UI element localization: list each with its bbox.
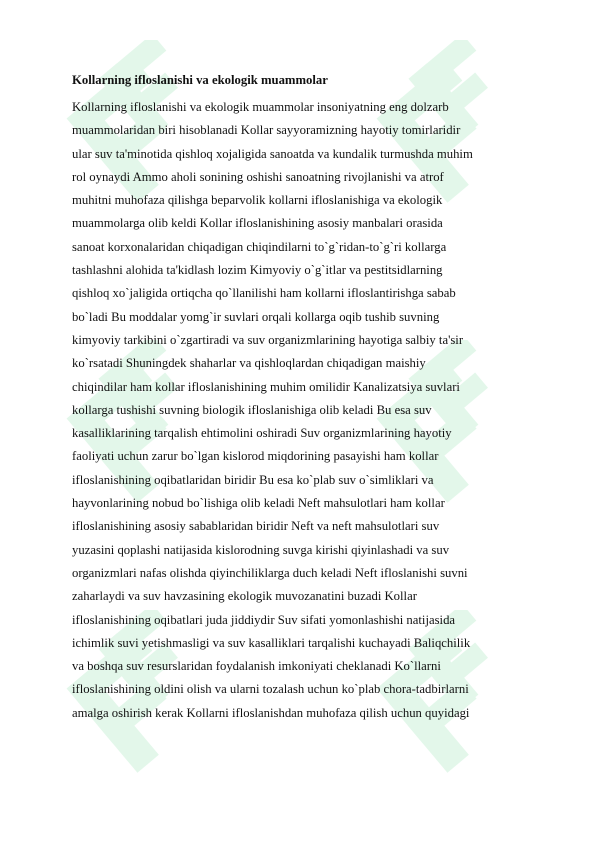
text-line: rol oynaydi Ammo aholi sonining oshishi sanoatning rivojlanishi va atrof xyxy=(72,169,444,184)
text-line: sanoat korxonalaridan chiqadigan chiqindilarni to`g`ridan-to`g`ri kollarga xyxy=(72,239,447,254)
text-line: muammolaridan biri hisoblanadi Kollar sayyoramizning hayotiy tomirlaridir xyxy=(72,123,461,138)
text-line: kimyoviy tarkibini o`zgartiradi va suv organizmlarining hayotiga salbiy ta'sir xyxy=(72,332,464,347)
text-line: ifloslanishining oqibatlaridan biridir Bu esa ko`plab suv o`simliklari va xyxy=(72,472,434,487)
text-line: ko`rsatadi Shuningdek shaharlar va qishloqlardan chiqadigan maishiy xyxy=(72,356,426,371)
text-line: zaharlaydi va suv havzasining ekologik muvozanatini buzadi Kollar xyxy=(72,589,417,604)
text-line: ular suv ta'minotida qishloq xojaligida sanoatda va kundalik turmushda muhim xyxy=(72,146,473,161)
text-line: kasalliklarining tarqalish ehtimolini oshiradi Suv organizmlarining hayotiy xyxy=(72,426,452,441)
text-line: ifloslanishining oldini olish va ularni tozalash uchun ko`plab chora-tadbirlarni xyxy=(72,682,469,697)
text-line: organizmlari nafas olishda qiyinchiliklarga duch keladi Neft ifloslanishi suvni xyxy=(72,565,468,580)
text-line: ifloslanishining oqibatlari juda jiddiydir Suv sifati yomonlashishi natijasida xyxy=(72,612,456,627)
text-line: hayvonlarining nobud bo`lishiga olib keladi Neft mahsulotlari ham kollar xyxy=(72,496,445,511)
text-line: qishloq xo`jaligida ortiqcha qo`llanilishi ham kollarni ifloslantirishga sabab xyxy=(72,286,456,301)
text-line: chiqindilar ham kollar ifloslanishining muhim omilidir Kanalizatsiya suvlari xyxy=(72,379,460,394)
text-line: bo`ladi Bu moddalar yomg`ir suvlari orqali kollarga oqib tushib suvning xyxy=(72,309,440,324)
document-title: Kollarning ifloslanishi va ekologik muammolar xyxy=(72,73,328,87)
text-line: kollarga tushishi suvning biologik ifloslanishiga olib keladi Bu esa suv xyxy=(72,402,432,417)
text-line: muammolarga olib keldi Kollar ifloslanishining asosiy manbalari orasida xyxy=(72,216,443,231)
document-body xyxy=(72,68,522,725)
text-line: tashlashni alohida ta'kidlash lozim Kimyoviy o`g`itlar va pestitsidlarning xyxy=(72,263,443,278)
text-line: ifloslanishining asosiy sabablaridan biridir Neft va neft mahsulotlari suv xyxy=(72,519,440,534)
text-line: va boshqa suv resurslaridan foydalanish imkoniyati cheklanadi Ko`llarni xyxy=(72,659,441,674)
text-line: amalga oshirish kerak Kollarni ifloslanishdan muhofaza qilish uchun quyidagi xyxy=(72,705,470,720)
text-line: faoliyati uchun zarur bo`lgan kislorod miqdorining pasayishi ham kollar xyxy=(72,449,439,464)
text-line: Kollarning ifloslanishi va ekologik muammolar insoniyatning eng dolzarb xyxy=(72,100,449,114)
text-line: yuzasini qoplashi natijasida kislorodning suvga kirishi qiyinlashadi va suv xyxy=(72,542,450,557)
paragraph xyxy=(72,96,522,725)
text-line: ichimlik suvi yetishmasligi va suv kasalliklari tarqalishi kuchayadi Baliqchilik xyxy=(72,635,471,650)
text-line: muhitni muhofaza qilishga beparvolik kollarni ifloslanishiga va ekologik xyxy=(72,193,443,208)
